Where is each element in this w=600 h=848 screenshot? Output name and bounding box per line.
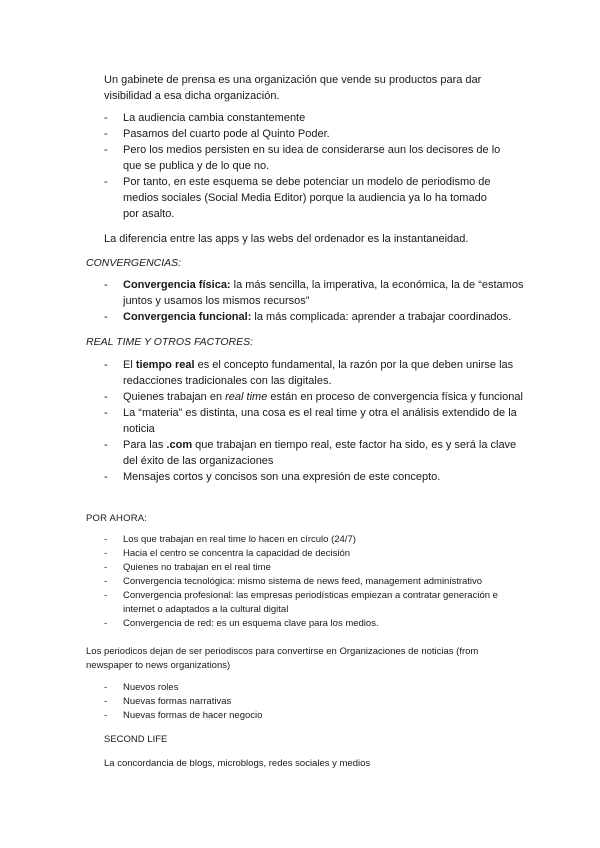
item-post: que trabajan en tiempo real, este factor ha sido, es y será la clave del éxito de las organizaciones	[123, 439, 517, 467]
list-item: - Convergencia tecnológica: mismo sistema de news feed, management administrativo	[104, 575, 524, 589]
item-pre: La “materia” es distinta, una cosa es el real time y otra el análisis extendido de la noticia	[123, 407, 517, 435]
list-item: - Pero los medios persisten en su idea de considerarse aun los decisores de lo que se publica y de lo que no.	[104, 142, 504, 174]
list-item	[104, 389, 524, 405]
item-text: la más complicada: aprender a trabajar coordinados.	[251, 311, 512, 323]
list-item: - Por tanto, en este esquema se debe potenciar un modelo de periodismo de medios sociales (Social Media Editor) porque la audiencia ya lo ha tomado por asalto.	[104, 174, 504, 222]
item-pre: Mensajes cortos y concisos son una expresión de este concepto.	[123, 471, 441, 483]
list-item: - Convergencia profesional: las empresas periodísticas empiezan a contratar generación e internet o adaptados a la cultural digital	[104, 589, 524, 617]
list-item: - Convergencia de red: es un esquema clave para los medios.	[104, 617, 524, 631]
convergencias-list	[104, 277, 524, 325]
list-item	[104, 437, 524, 469]
porahora-list	[104, 533, 524, 631]
item-text: la más sencilla, la imperativa, la económica, la de “estamos juntos y usamos los mismos recursos”	[123, 279, 524, 307]
concordancia-paragraph: La concordancia de blogs, microblogs, redes sociales y medios	[104, 758, 371, 769]
audience-list	[104, 110, 504, 222]
item-bold: Convergencia física:	[123, 279, 231, 291]
list-item: - Pasamos del cuarto pode al Quinto Poder.	[104, 126, 504, 142]
list-item: - La audiencia cambia constantemente	[104, 110, 504, 126]
list-item: - Quienes no trabajan en el real time	[104, 561, 524, 575]
list-item	[104, 357, 524, 389]
realtime-list	[104, 357, 524, 485]
apps-paragraph: La diferencia entre las apps y las webs del ordenador es la instantaneidad.	[104, 233, 469, 245]
convergencias-heading: CONVERGENCIAS:	[86, 257, 182, 269]
item-italic: real time	[225, 391, 268, 403]
realtime-heading: REAL TIME Y OTROS FACTORES:	[86, 336, 254, 348]
item-bold: tiempo real	[135, 359, 195, 371]
porahora-heading: POR AHORA:	[86, 513, 148, 524]
list-item	[104, 469, 524, 485]
list-item	[104, 277, 524, 309]
item-bold: Convergencia funcional:	[123, 311, 252, 323]
intro-paragraph: Un gabinete de prensa es una organización que vende su productos para dar visibilidad a esa dicha organización.	[104, 74, 482, 102]
item-bold: .com	[166, 439, 193, 451]
list-item: - Nuevas formas de hacer negocio	[104, 709, 524, 723]
item-post: están en proceso de convergencia física y funcional	[267, 391, 523, 403]
list-item	[104, 309, 524, 325]
item-pre: Para las	[123, 439, 167, 451]
list-item: - Nuevos roles	[104, 681, 524, 695]
roles-list	[104, 681, 524, 723]
second-life-heading: SECOND LIFE	[104, 734, 168, 745]
list-item: - Nuevas formas narrativas	[104, 695, 524, 709]
item-pre: El	[123, 359, 136, 371]
item-post: es el concepto fundamental, la razón por la que deben unirse las redacciones tradicionales con las digitales.	[123, 359, 514, 387]
list-item: - Hacia el centro se concentra la capacidad de decisión	[104, 547, 524, 561]
list-item: - Los que trabajan en real time lo hacen en círculo (24/7)	[104, 533, 524, 547]
item-pre: Quienes trabajan en	[123, 391, 226, 403]
list-item	[104, 405, 524, 437]
periodicos-paragraph: Los periodicos dejan de ser periodiscos para convertirse en Organizaciones de noticias (from newspaper to news organizations)	[86, 646, 479, 671]
